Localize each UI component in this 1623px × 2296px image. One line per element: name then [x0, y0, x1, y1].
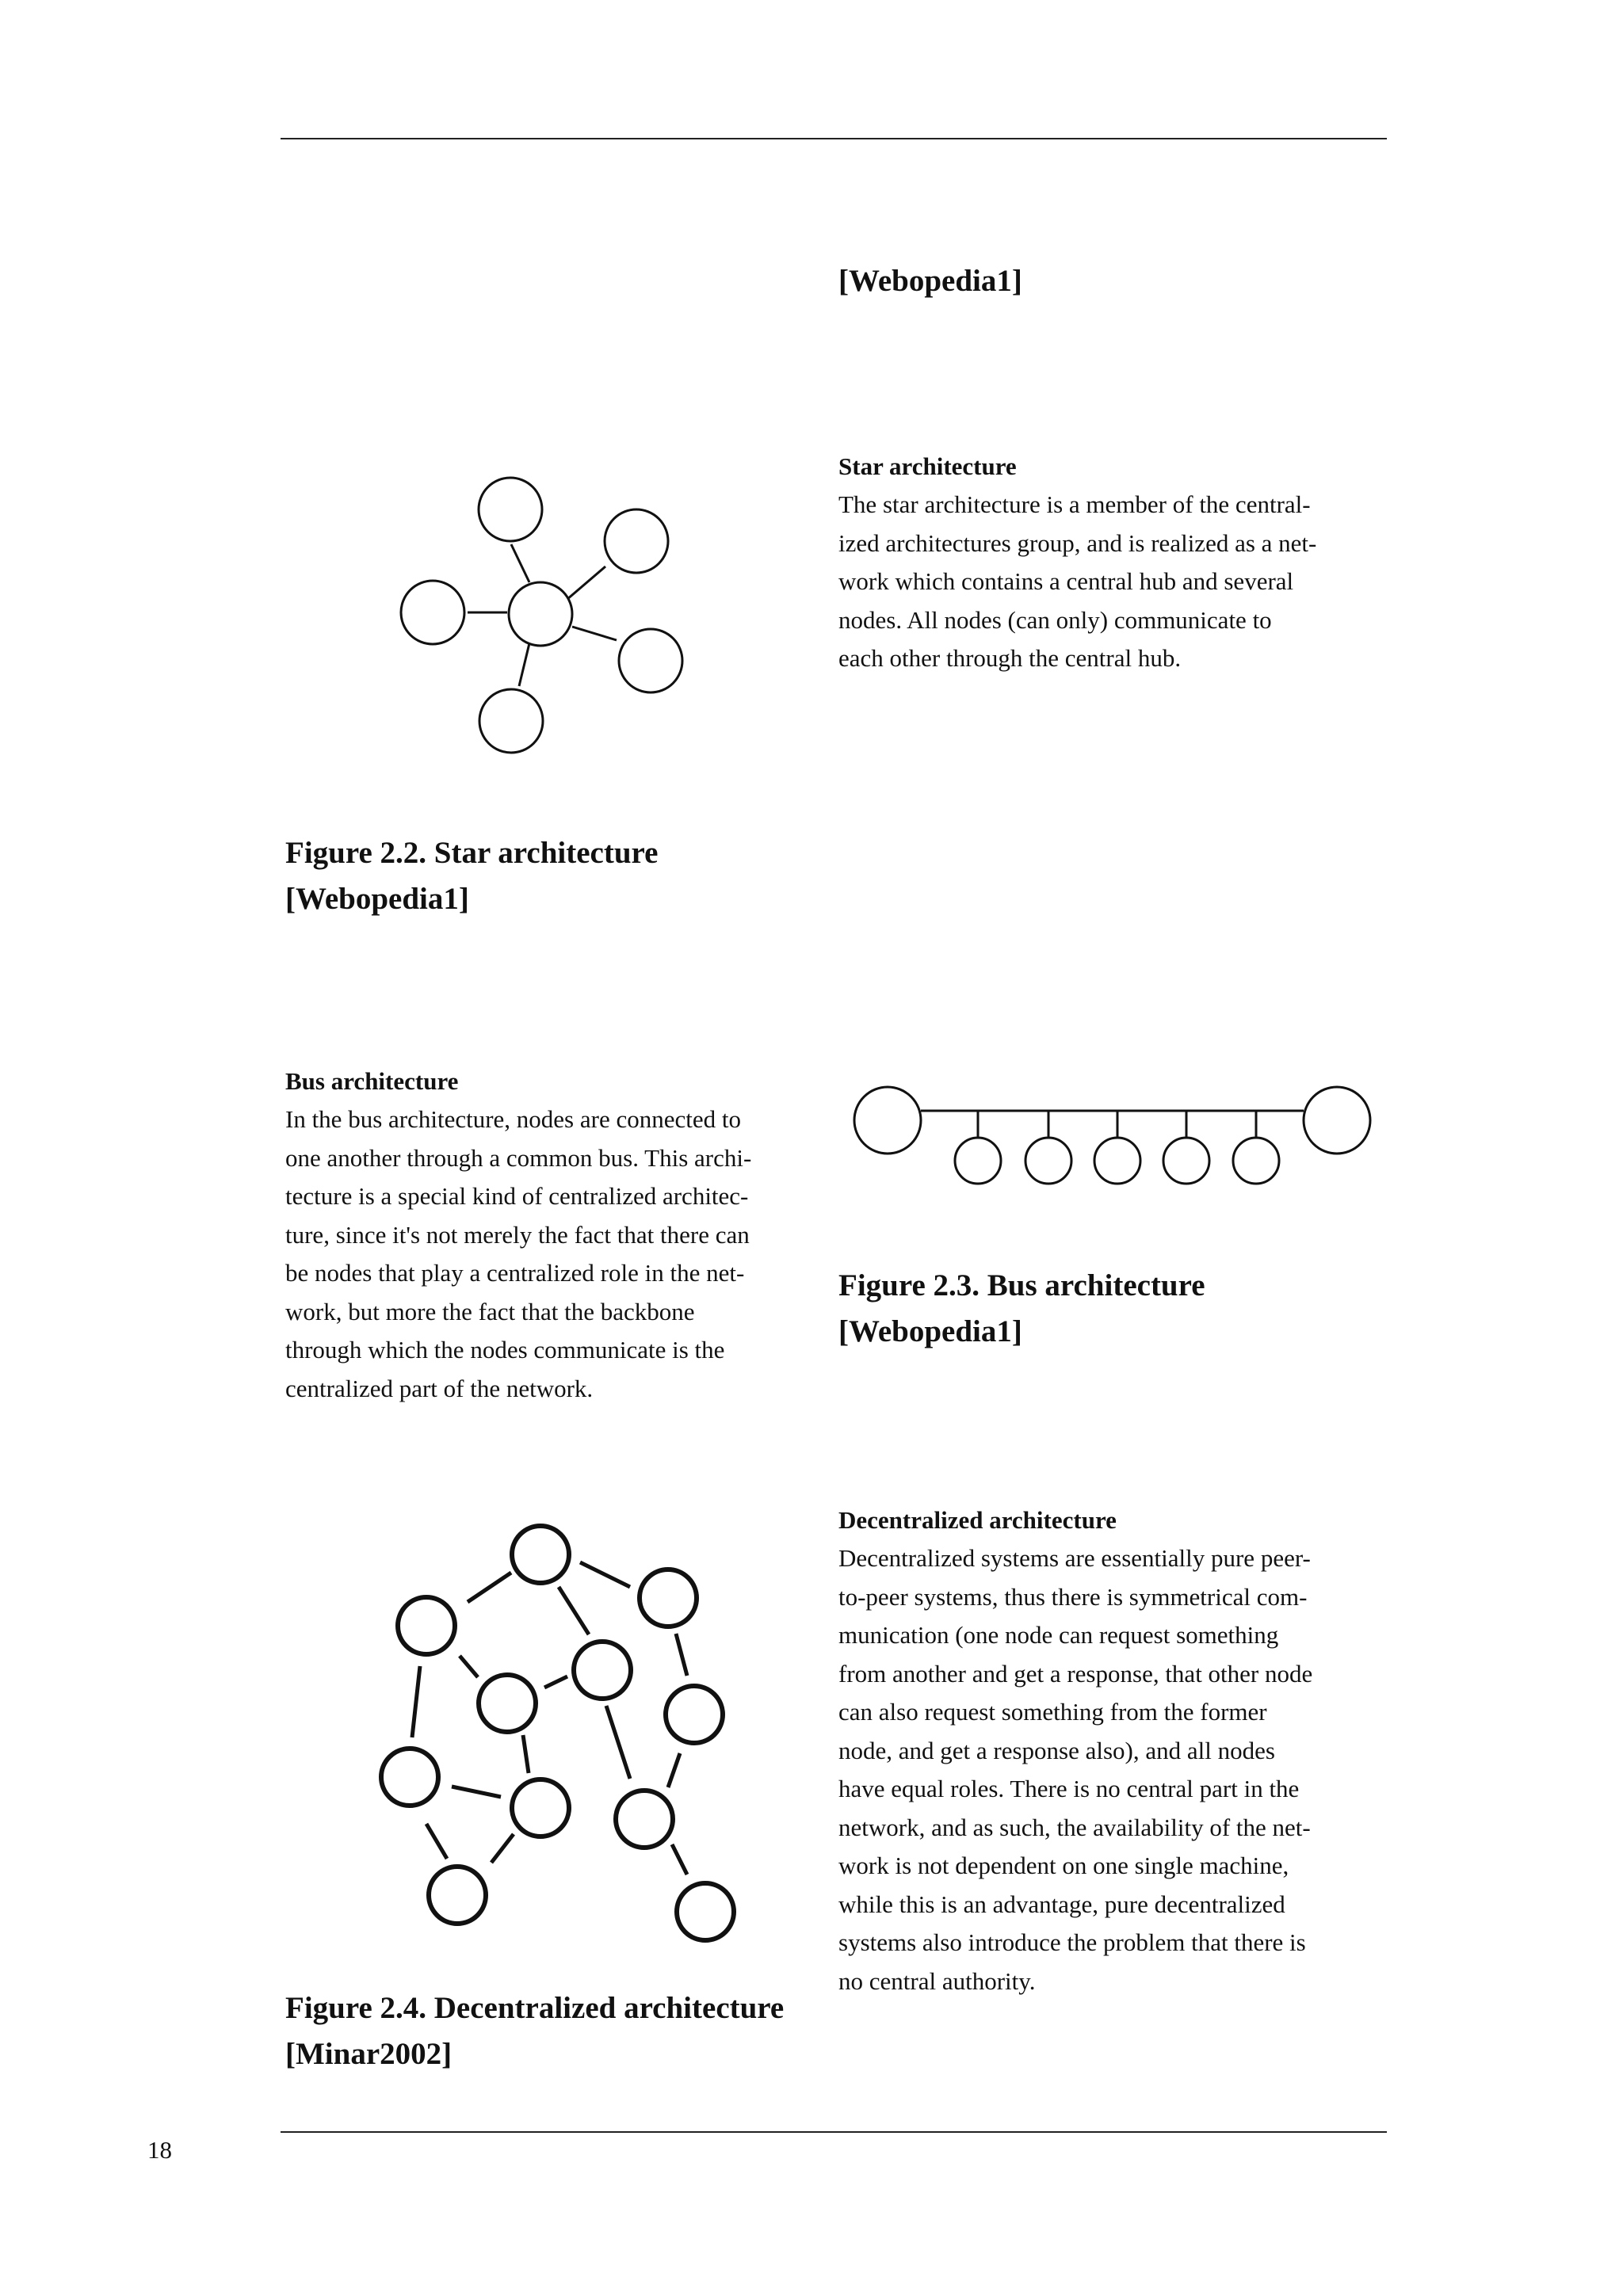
decentralized-line: no central authority. — [838, 1966, 1036, 1995]
star-architecture-diagram — [392, 463, 725, 765]
bus-node — [1163, 1138, 1209, 1184]
star-figure-caption — [285, 830, 658, 922]
bus-node — [955, 1138, 1001, 1184]
bus-heading: Bus architecture — [285, 1067, 459, 1095]
mesh-edge — [426, 1824, 447, 1859]
star-line: The star architecture is a member of the central- — [838, 490, 1311, 518]
star-hub-node — [509, 582, 572, 646]
mesh-edge — [523, 1735, 529, 1773]
star-node — [619, 629, 682, 692]
bus-section — [285, 1062, 824, 1408]
star-line: ized architectures group, and is realized as a net- — [838, 528, 1317, 557]
mesh-edge — [460, 1656, 478, 1677]
star-line: work which contains a central hub and several — [838, 567, 1294, 595]
bus-end-node — [854, 1087, 921, 1154]
caption-line: [Webopedia1] — [838, 1314, 1022, 1348]
bus-line: In the bus architecture, nodes are connected to — [285, 1105, 741, 1133]
bus-line: ture, since it's not merely the fact that there can — [285, 1220, 750, 1249]
mesh-edge — [544, 1676, 567, 1688]
decentralized-line: while this is an advantage, pure decentralized — [838, 1890, 1285, 1918]
mesh-node — [429, 1867, 486, 1924]
decentralized-line: systems also introduce the problem that there is — [838, 1928, 1306, 1956]
caption-line: [Webopedia1] — [285, 882, 469, 916]
decentralized-line: munication (one node can request something — [838, 1621, 1279, 1649]
bus-line: centralized part of the network. — [285, 1374, 594, 1402]
star-node — [401, 581, 464, 644]
decentralized-line: network, and as such, the availability of the net- — [838, 1813, 1311, 1841]
decentralized-figure-caption — [285, 1985, 784, 2077]
mesh-edge — [580, 1562, 630, 1587]
top-caption-line: [Webopedia1] — [838, 264, 1022, 298]
mesh-edge — [452, 1787, 501, 1797]
bus-line: one another through a common bus. This archi- — [285, 1143, 752, 1172]
bus-line: through which the nodes communicate is the — [285, 1336, 725, 1363]
star-node — [605, 509, 668, 573]
mesh-edge — [491, 1834, 514, 1863]
mesh-edge — [668, 1753, 680, 1787]
mesh-node — [479, 1675, 536, 1732]
decentralized-line: have equal roles. There is no central part in the — [838, 1775, 1300, 1802]
star-node — [479, 689, 543, 753]
decentralized-line: from another and get a response, that other node — [838, 1659, 1313, 1688]
decentralized-line: can also request something from the former — [838, 1698, 1267, 1726]
caption-line: Figure 2.4. Decentralized architecture — [285, 1991, 785, 2025]
footer-rule — [281, 2131, 1387, 2133]
mesh-edge — [676, 1634, 687, 1676]
decentralized-line: work is not dependent on one single machine, — [838, 1852, 1289, 1879]
star-heading: Star architecture — [838, 452, 1017, 480]
top-caption — [838, 258, 1022, 304]
bus-figure-caption — [838, 1263, 1205, 1355]
bus-node — [1233, 1138, 1279, 1184]
bus-architecture-diagram — [848, 1077, 1387, 1188]
mesh-node — [574, 1642, 631, 1699]
decentralized-section — [838, 1501, 1385, 2000]
caption-line: Figure 2.3. Bus architecture — [838, 1268, 1205, 1302]
mesh-node — [677, 1883, 734, 1940]
star-edge — [511, 544, 529, 582]
caption-line: Figure 2.2. Star architecture — [285, 836, 659, 870]
mesh-edge — [672, 1844, 687, 1875]
decentralized-heading: Decentralized architecture — [838, 1506, 1117, 1534]
bus-node — [1094, 1138, 1140, 1184]
mesh-node — [398, 1597, 455, 1654]
mesh-node — [640, 1569, 697, 1627]
bus-line: be nodes that play a centralized role in the net- — [285, 1259, 745, 1287]
mesh-edge — [606, 1706, 630, 1779]
mesh-node — [381, 1749, 438, 1806]
header-rule — [281, 138, 1387, 139]
caption-line: [Minar2002] — [285, 2037, 453, 2071]
bus-line: tecture is a special kind of centralized architec- — [285, 1182, 749, 1210]
mesh-node — [666, 1686, 723, 1743]
mesh-edge — [412, 1666, 420, 1737]
bus-line: work, but more the fact that the backbone — [285, 1297, 695, 1325]
mesh-node — [512, 1526, 569, 1583]
star-node — [479, 478, 542, 541]
decentralized-line: to-peer systems, thus there is symmetrical com- — [838, 1582, 1308, 1611]
star-edge — [519, 643, 529, 686]
decentralized-architecture-diagram — [365, 1505, 745, 1917]
decentralized-line: node, and get a response also), and all nodes — [838, 1736, 1275, 1764]
star-section — [838, 447, 1385, 678]
bus-end-node — [1304, 1087, 1370, 1154]
decentralized-paragraph — [838, 1539, 1385, 2000]
mesh-edge — [559, 1587, 589, 1634]
star-edge — [572, 627, 617, 640]
bus-paragraph — [285, 1100, 824, 1408]
star-paragraph — [838, 486, 1385, 678]
star-edge — [567, 566, 605, 600]
bus-node — [1025, 1138, 1071, 1184]
star-line: nodes. All nodes (can only) communicate to — [838, 605, 1272, 634]
mesh-edge — [468, 1573, 511, 1602]
decentralized-line: Decentralized systems are essentially pure peer- — [838, 1544, 1311, 1572]
page-number: 18 — [147, 2136, 172, 2164]
mesh-node — [512, 1779, 569, 1836]
mesh-node — [616, 1791, 673, 1848]
star-line: each other through the central hub. — [838, 644, 1182, 672]
